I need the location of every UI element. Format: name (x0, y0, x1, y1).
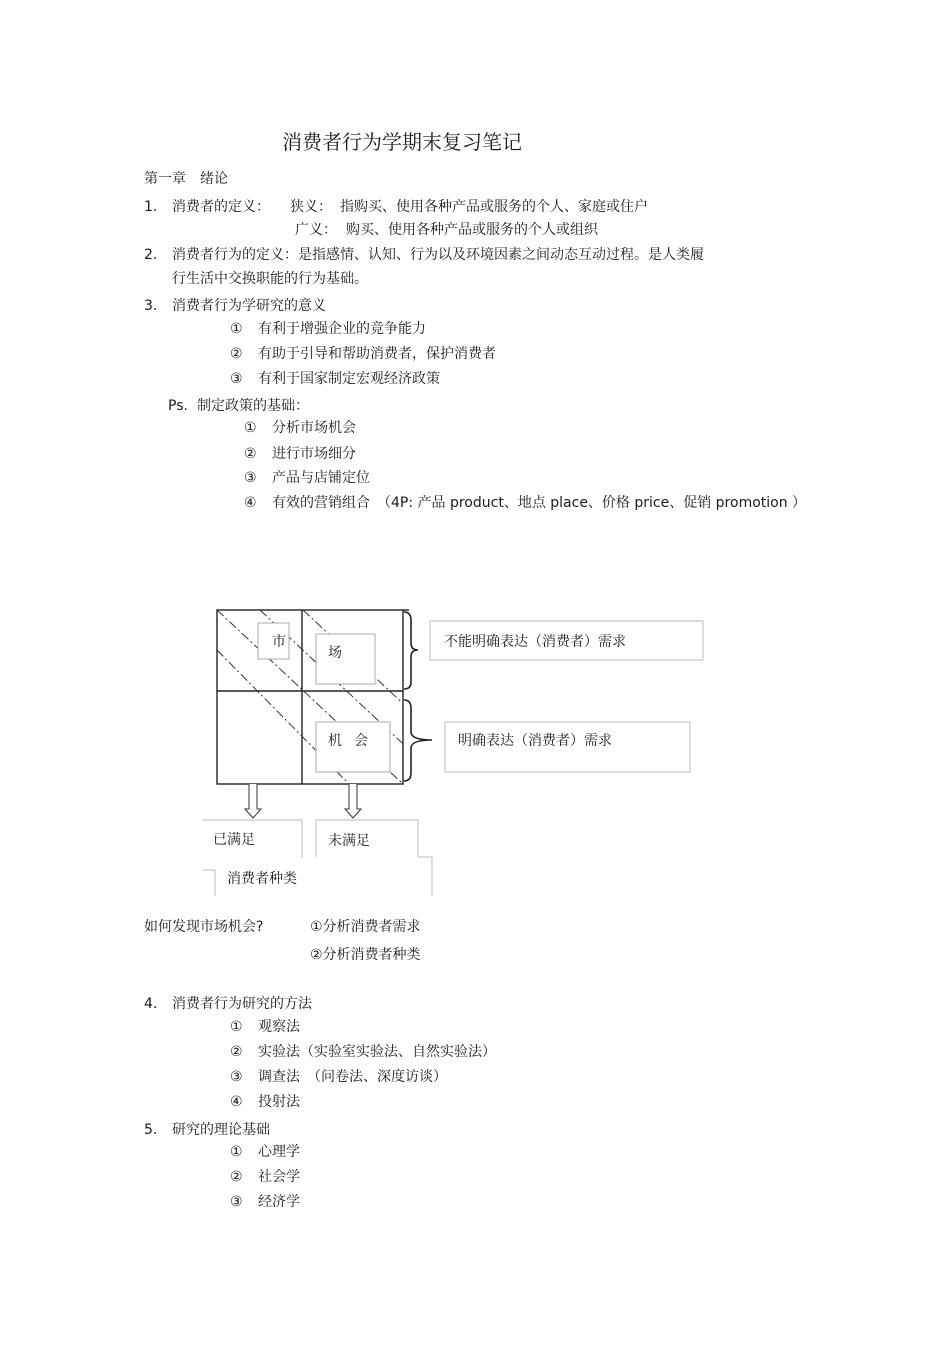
label-satisfied: 已满足 (213, 832, 255, 848)
list-item: 实验法（实验室实验法、自然实验法） (258, 1044, 496, 1060)
list-item-mark: ③ (230, 1194, 243, 1210)
label-types: 消费者种类 (227, 871, 297, 887)
list-item: 分析市场机会 (272, 420, 356, 436)
list-item: 经济学 (258, 1194, 300, 1210)
list-item-mark: ② (244, 446, 257, 462)
chapter-heading: 第一章 绪论 (144, 171, 228, 187)
section-5-heading: 研究的理论基础 (172, 1122, 270, 1138)
broad-definition-text: 购买、使用各种产品或服务的个人或组织 (346, 222, 598, 238)
label-unexpressed: 不能明确表达（消费者）需求 (444, 634, 626, 650)
list-item-mark: ② (230, 346, 243, 362)
list-item: 社会学 (258, 1169, 300, 1185)
discover-answer-1: ①分析消费者需求 (310, 919, 421, 935)
list-item: 观察法 (258, 1019, 300, 1035)
section-1-number: 1. (144, 199, 158, 215)
section-4-heading: 消费者行为研究的方法 (172, 996, 312, 1012)
list-item-mark: ④ (244, 495, 257, 511)
list-item-mark: ② (230, 1169, 243, 1185)
section-4-number: 4. (144, 996, 158, 1012)
section-5-number: 5. (144, 1122, 158, 1138)
ps-label: Ps. (168, 398, 188, 414)
list-item-mark: ① (230, 1144, 243, 1160)
list-item: 有利于国家制定宏观经济政策 (258, 371, 440, 387)
arrow-down-icon (245, 784, 261, 818)
list-item: 进行市场细分 (272, 446, 356, 462)
list-item: 心理学 (258, 1144, 300, 1160)
narrow-definition-text: 指购买、使用各种产品或服务的个人、家庭或住户 (340, 199, 648, 215)
list-item: 有利于增强企业的竞争能力 (258, 321, 426, 337)
list-item: 投射法 (258, 1094, 300, 1110)
cell-hui: 会 (354, 733, 368, 749)
brace-top (404, 612, 418, 689)
brace-bottom (404, 700, 432, 781)
cell-box-chang (316, 634, 375, 684)
list-item-mark: ① (244, 420, 257, 436)
page-title: 消费者行为学期末复习笔记 (282, 130, 522, 154)
list-item-mark: ② (230, 1044, 243, 1060)
label-expressed: 明确表达（消费者）需求 (458, 733, 612, 749)
list-item: 产品与店铺定位 (272, 470, 370, 486)
list-item-mark: ③ (230, 1069, 243, 1085)
section-3-heading: 消费者行为学研究的意义 (172, 298, 326, 314)
list-item-mark: ④ (230, 1094, 243, 1110)
list-item-mark: ③ (244, 470, 257, 486)
section-1-label: 消费者的定义： (172, 199, 270, 215)
cell-shi: 市 (272, 634, 286, 650)
list-item: 调查法 （问卷法、深度访谈） (258, 1069, 447, 1085)
list-item: 有助于引导和帮助消费者，保护消费者 (258, 346, 496, 362)
section-2-line-1: 消费者行为的定义：是指感情、认知、行为以及环境因素之间动态互动过程。是人类履 (172, 247, 704, 263)
section-2-line-2: 行生活中交换职能的行为基础。 (172, 271, 368, 287)
cell-chang: 场 (328, 645, 342, 661)
cell-ji: 机 (328, 733, 342, 749)
broad-definition-label: 广义： (295, 222, 337, 238)
narrow-definition-label: 狭义： (290, 199, 332, 215)
ps-heading: 制定政策的基础： (197, 398, 309, 414)
label-unsatisfied: 未满足 (328, 833, 370, 849)
list-item-mark: ① (230, 321, 243, 337)
section-2-number: 2. (144, 247, 158, 263)
discover-question: 如何发现市场机会? (144, 919, 264, 935)
list-item-mark: ③ (230, 371, 243, 387)
list-item-4p: 有效的营销组合 （4P: 产品 product、地点 place、价格 price、促销 promotion ） (272, 495, 807, 511)
list-item-mark: ① (230, 1019, 243, 1035)
section-3-number: 3. (144, 298, 158, 314)
arrow-down-icon (345, 784, 361, 818)
discover-answer-2: ②分析消费者种类 (310, 947, 421, 963)
